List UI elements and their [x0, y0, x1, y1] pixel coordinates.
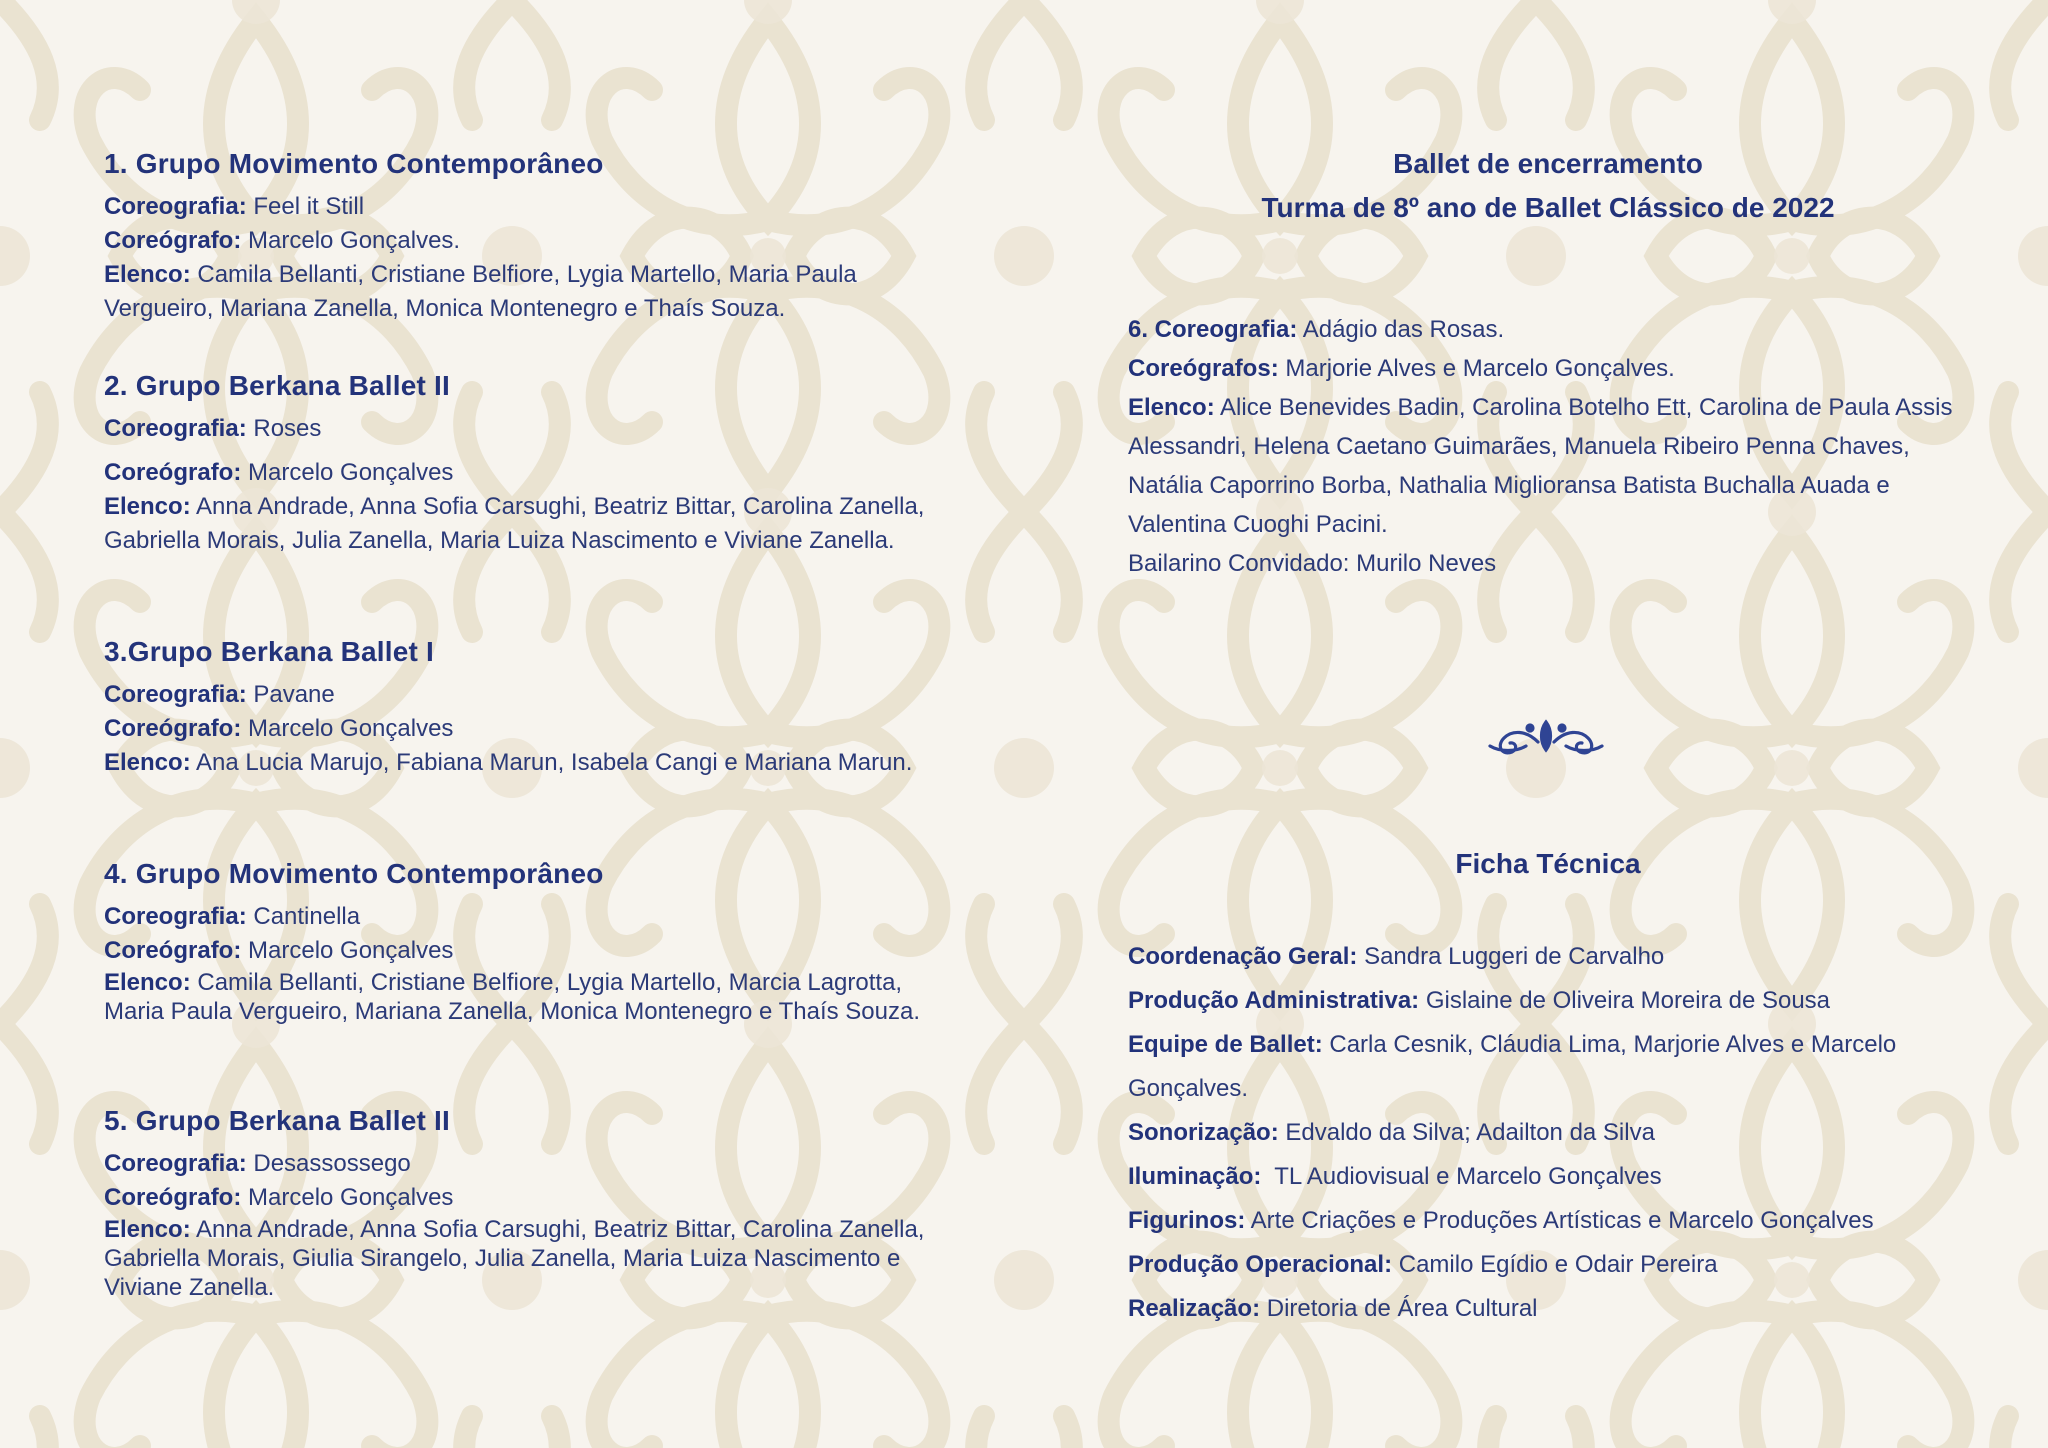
credit-line: Sonorização: Edvaldo da Silva; Adailton da Silva [1128, 1119, 1655, 1146]
ficha-title: Ficha Técnica [1455, 848, 1641, 879]
flourish-ornament-icon [1486, 712, 1606, 760]
choreography-line: Coreografia: Desassossego [104, 1150, 411, 1177]
program-item-4 [104, 858, 964, 1026]
cast-line: Elenco: Anna Andrade, Anna Sofia Carsughi, Beatriz Bittar, Carolina Zanella, Gabriella Morais, Giulia Sirangelo, Julia Zanella, Maria Luiza Nascimento e Viviane Zanella. [104, 1216, 925, 1301]
credits-list [1128, 935, 1988, 1331]
choreography-line: Coreografia: Feel it Still [104, 193, 365, 220]
choreography-line: Coreografia: Pavane [104, 681, 335, 708]
item-title: 4. Grupo Movimento Contemporâneo [104, 858, 604, 889]
program-item-1 [104, 148, 964, 326]
choreographer-line: Coreógrafo: Marcelo Gonçalves [104, 937, 454, 964]
credit-line: Realização: Diretoria de Área Cultural [1128, 1295, 1538, 1322]
item-title: 3.Grupo Berkana Ballet I [104, 636, 435, 667]
guest-dancer-line: Bailarino Convidado: Murilo Neves [1128, 550, 1497, 577]
choreography-line: Coreografia: Cantinella [104, 903, 361, 930]
program-item-5 [104, 1105, 964, 1302]
choreographer-line: Coreógrafo: Marcelo Gonçalves [104, 459, 454, 486]
closing-details [1128, 310, 1978, 583]
credit-line: Produção Administrativa: Gislaine de Oliveira Moreira de Sousa [1128, 987, 1831, 1014]
credit-line: Iluminação: TL Audiovisual e Marcelo Gonçalves [1128, 1163, 1662, 1190]
choreography-line: 6. Coreografia: Adágio das Rosas. [1128, 316, 1505, 343]
choreographer-line: Coreógrafo: Marcelo Gonçalves [104, 1184, 454, 1211]
cast-line: Elenco: Anna Andrade, Anna Sofia Carsughi, Beatriz Bittar, Carolina Zanella, Gabriella Morais, Julia Zanella, Maria Luiza Nascimento e Viviane Zanella. [104, 493, 925, 554]
closing-subtitle: Turma de 8º ano de Ballet Clássico de 2022 [1261, 192, 1835, 223]
choreographer-line: Coreógrafo: Marcelo Gonçalves. [104, 227, 461, 254]
choreographer-line: Coreógrafo: Marcelo Gonçalves [104, 715, 454, 742]
item-title: 1. Grupo Movimento Contemporâneo [104, 148, 604, 179]
item-title: 5. Grupo Berkana Ballet II [104, 1105, 450, 1136]
credit-line: Equipe de Ballet: Carla Cesnik, Cláudia Lima, Marjorie Alves e Marcelo Gonçalves. [1128, 1031, 1897, 1102]
credit-line: Produção Operacional: Camilo Egídio e Odair Pereira [1128, 1251, 1718, 1278]
item-title: 2. Grupo Berkana Ballet II [104, 370, 450, 401]
choreographers-line: Coreógrafos: Marjorie Alves e Marcelo Gonçalves. [1128, 355, 1675, 382]
cast-line: Elenco: Ana Lucia Marujo, Fabiana Marun, Isabela Cangi e Mariana Marun. [104, 749, 913, 776]
credit-line: Figurinos: Arte Criações e Produções Artísticas e Marcelo Gonçalves [1128, 1207, 1874, 1234]
cast-line: Elenco: Camila Bellanti, Cristiane Belfiore, Lygia Martello, Maria Paula Vergueiro, Mariana Zanella, Monica Montenegro e Thaís Souza. [104, 261, 857, 322]
choreography-line: Coreografia: Roses [104, 415, 322, 442]
cast-line: Elenco: Camila Bellanti, Cristiane Belfiore, Lygia Martello, Marcia Lagrotta, Maria Paula Vergueiro, Mariana Zanella, Monica Montenegro e Thaís Souza. [104, 969, 921, 1025]
credit-line: Coordenação Geral: Sandra Luggeri de Carvalho [1128, 943, 1665, 970]
program-item-3 [104, 636, 964, 780]
cast-line: Elenco: Alice Benevides Badin, Carolina Botelho Ett, Carolina de Paula Assis Alessandri, Helena Caetano Guimarães, Manuela Ribeiro Penna Chaves, Natália Caporrino Borba, Nathalia Miglioransa Batista Buchalla Auada e Valentina Cuoghi Pacini. [1128, 394, 1953, 538]
closing-title: Ballet de encerramento [1393, 148, 1703, 179]
program-item-2 [104, 370, 964, 558]
